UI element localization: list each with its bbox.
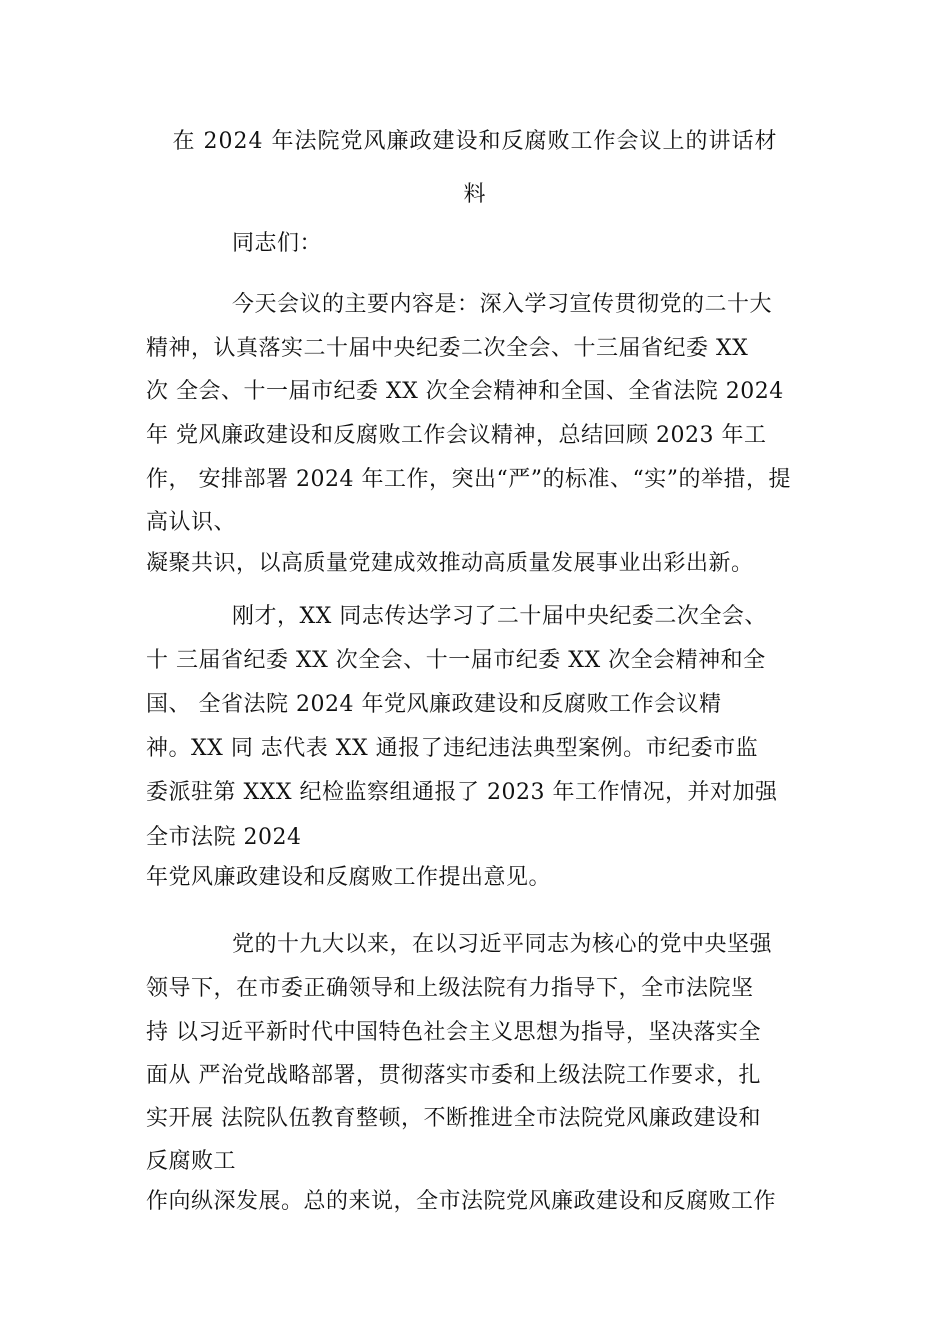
paragraph-1-line: 次 全会、十一届市纪委 XX 次全会精神和全国、全省法院 2024 [146,379,784,404]
paragraph-1-line: 精神，认真落实二十届中央纪委二次全会、十三届省纪委 XX [146,336,749,361]
paragraph-1-line: 高认识、 [146,510,237,535]
paragraph-3-line: 面从 严治党战略部署，贯彻落实市委和上级法院工作要求，扎 [146,1063,761,1088]
paragraph-2-line: 全市法院 2024 [146,825,302,850]
paragraph-3-line: 作向纵深发展。总的来说，全市法院党风廉政建设和反腐败工作 [146,1189,777,1214]
document-title-line-2: 料 [463,182,487,207]
paragraph-3-line: 实开展 法院队伍教育整顿，不断推进全市法院党风廉政建设和 [146,1106,761,1131]
paragraph-2-line: 十 三届省纪委 XX 次全会、十一届市纪委 XX 次全会精神和全 [146,648,766,673]
paragraph-3-line: 党的十九大以来，在以习近平同志为核心的党中央坚强 [232,932,773,957]
paragraph-2-line: 委派驻第 XXX 纪检监察组通报了 2023 年工作情况，并对加强 [146,780,778,805]
paragraph-2-line: 国、 全省法院 2024 年党风廉政建设和反腐败工作会议精 [146,692,722,717]
paragraph-3-line: 领导下，在市委正确领导和上级法院有力指导下，全市法院坚 [146,976,754,1001]
document-title-line-1: 在 2024 年法院党风廉政建设和反腐败工作会议上的讲话材 [172,129,778,154]
paragraph-3-line: 持 以习近平新时代中国特色社会主义思想为指导，坚决落实全 [146,1020,761,1045]
paragraph-1-line: 今天会议的主要内容是：深入学习宣传贯彻党的二十大 [232,292,773,317]
paragraph-1-line: 作， 安排部署 2024 年工作，突出“严”的标准、“实”的举措，提 [146,467,791,492]
paragraph-2-line: 神。XX 同 志代表 XX 通报了违纪违法典型案例。市纪委市监 [146,736,759,761]
paragraph-3-line: 反腐败工 [146,1149,237,1174]
paragraph-1-line: 凝聚共识，以高质量党建成效推动高质量发展事业出彩出新。 [146,551,754,576]
paragraph-2-line: 刚才，XX 同志传达学习了二十届中央纪委二次全会、 [232,604,767,629]
paragraph-2-line: 年党风廉政建设和反腐败工作提出意见。 [146,865,552,890]
salutation: 同志们： [232,231,323,256]
paragraph-1-line: 年 党风廉政建设和反腐败工作会议精神，总结回顾 2023 年工 [146,423,767,448]
